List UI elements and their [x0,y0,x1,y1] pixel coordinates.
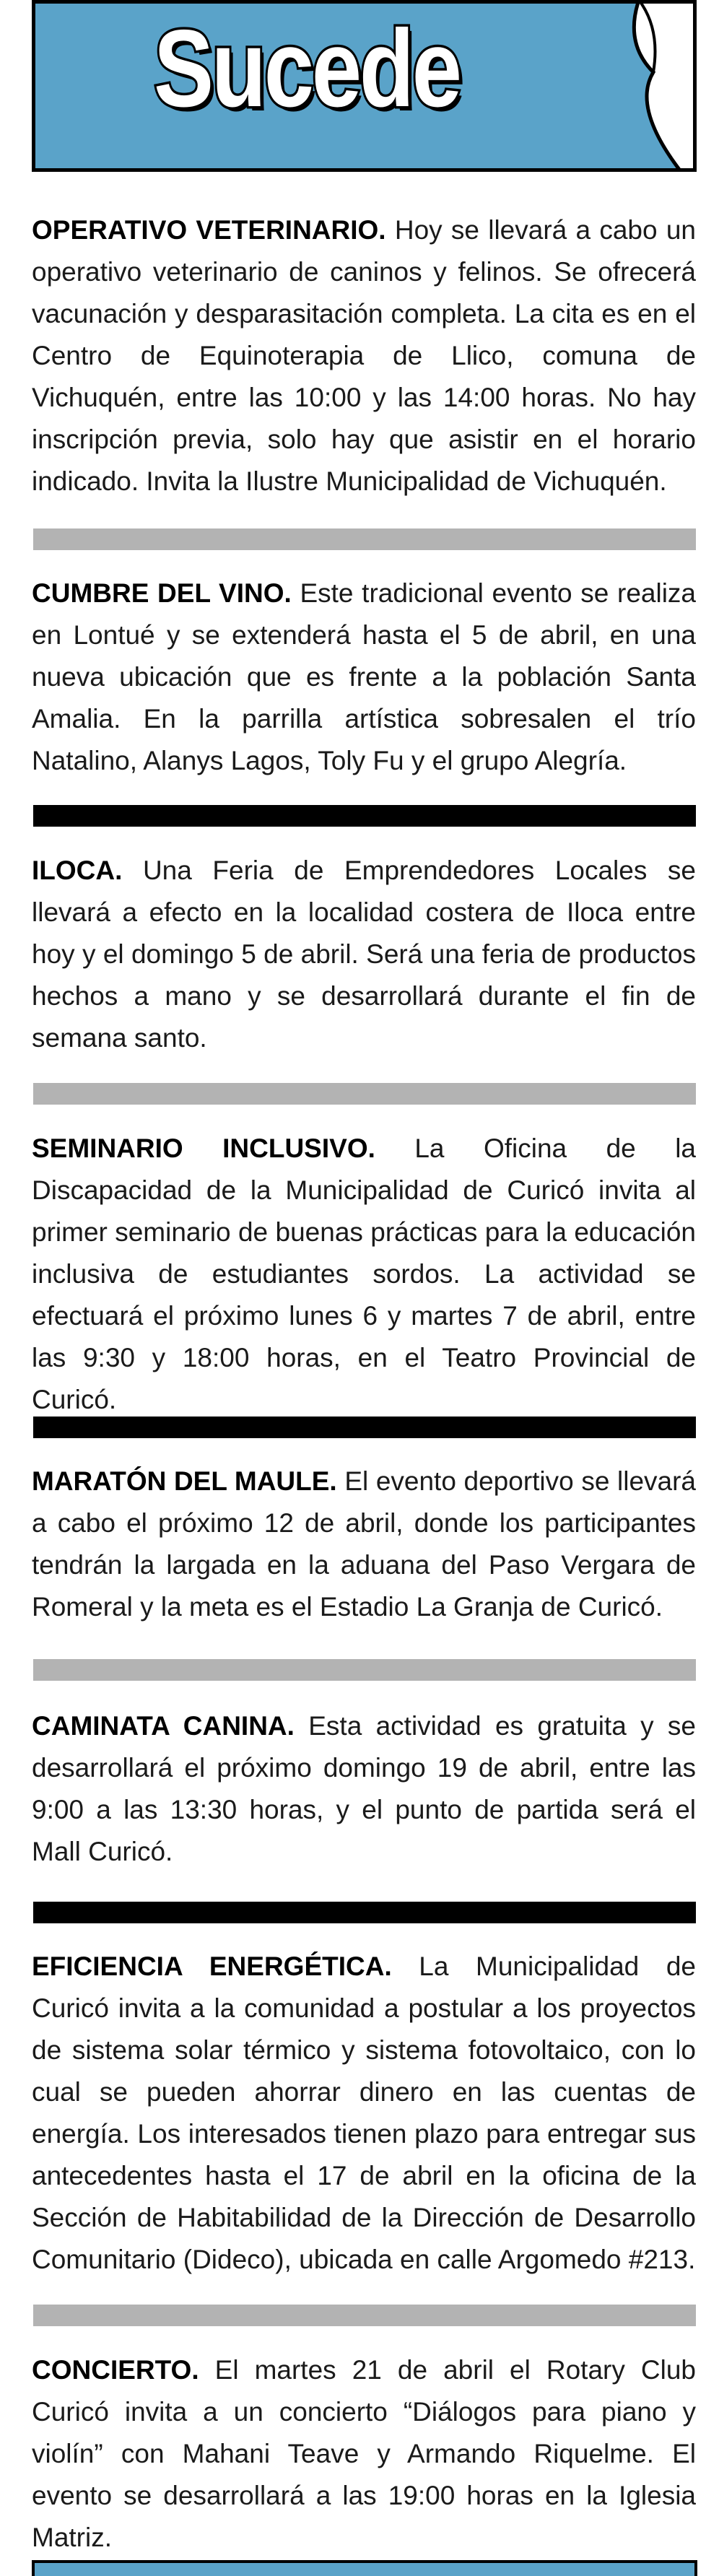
item-heading: ILOCA. [32,856,143,885]
separator-gray [33,1659,696,1681]
separator-black [33,1902,696,1923]
item-body: Este tradicional evento se realiza en Lontué y se extenderá hasta el 5 de abril, en una nueva ubicación que es frente a la población Santa Amalia. En la parrilla artística sobresalen el trío Natalino, Alanys Lagos, Toly Fu y el grupo Alegría. [32,578,696,775]
item-heading: CUMBRE DEL VINO. [32,578,300,608]
item-heading: EFICIENCIA ENERGÉTICA. [32,1951,419,1981]
item-body: Hoy se llevará a cabo un operativo veterinario de caninos y felinos. Se ofrecerá vacunación y desparasitación completa. La cita es en el Centro de Equinoterapia de Llico, comuna de Vichuquén, entre las 10:00 y las 14:00 horas. No hay inscripción previa, solo hay que asistir en el horario indicado. Invita la Ilustre Municipalidad de Vichuquén. [32,215,696,496]
next-section-header-edge [32,2560,697,2576]
separator-black [33,1417,696,1438]
news-item-caminata-canina [32,1705,696,1873]
news-item-cumbre-del-vino [32,573,696,782]
item-body: La Oficina de la Discapacidad de la Municipalidad de Curicó invita al primer seminario de buenas prácticas para la educación inclusiva de estudiantes sordos. La actividad se efectuará el próximo lunes 6 y martes 7 de abril, entre las 9:30 y 18:00 horas, en el Teatro Provincial de Curicó. [32,1133,696,1414]
news-item-operativo-veterinario [32,209,696,502]
item-heading: OPERATIVO VETERINARIO. [32,215,395,245]
page-curl-icon [610,0,697,172]
news-item-eficiencia-energetica [32,1946,696,2281]
item-heading: SEMINARIO INCLUSIVO. [32,1133,415,1163]
item-heading: MARATÓN DEL MAULE. [32,1466,345,1496]
separator-black [33,805,696,827]
item-body: El martes 21 de abril el Rotary Club Curicó invita a un concierto “Diálogos para piano y violín” con Mahani Teave y Armando Riquelme. El evento se desarrollará a las 19:00 horas en la Iglesia Matriz. [32,2355,696,2552]
item-body: La Municipalidad de Curicó invita a la comunidad a postular a los proyectos de sistema solar térmico y sistema fotovoltaico, con lo cual se pueden ahorrar dinero en las cuentas de energía. Los interesados tienen plazo para entregar sus antecedentes hasta el 17 de abril en la oficina de la Sección de Habitabilidad de la Dirección de Desarrollo Comunitario (Dideco), ubicada en calle Argomedo #213. [32,1951,696,2274]
item-heading: CONCIERTO. [32,2355,215,2385]
item-body: Una Feria de Emprendedores Locales se llevará a efecto en la localidad costera de Iloca entre hoy y el domingo 5 de abril. Será una feria de productos hechos a mano y se desarrollará durante el fin de semana santo. [32,856,696,1053]
item-body: El evento deportivo se llevará a cabo el próximo 12 de abril, donde los participantes tendrán la largada en la aduana del Paso Vergara de Romeral y la meta es el Estadio La Granja de Curicó. [32,1466,696,1622]
item-body: Esta actividad es gratuita y se desarrollará el próximo domingo 19 de abril, entre las 9:00 a las 13:30 horas, y el punto de partida será el Mall Curicó. [32,1711,696,1866]
item-heading: CAMINATA CANINA. [32,1711,309,1741]
news-item-iloca [32,850,696,1059]
separator-gray [33,528,696,550]
section-title: Sucede [154,7,460,130]
news-item-seminario-inclusivo [32,1128,696,1421]
separator-gray [33,2305,696,2326]
news-item-maraton-del-maule [32,1461,696,1628]
separator-gray [33,1083,696,1105]
news-item-concierto [32,2349,696,2559]
section-header [32,0,697,172]
